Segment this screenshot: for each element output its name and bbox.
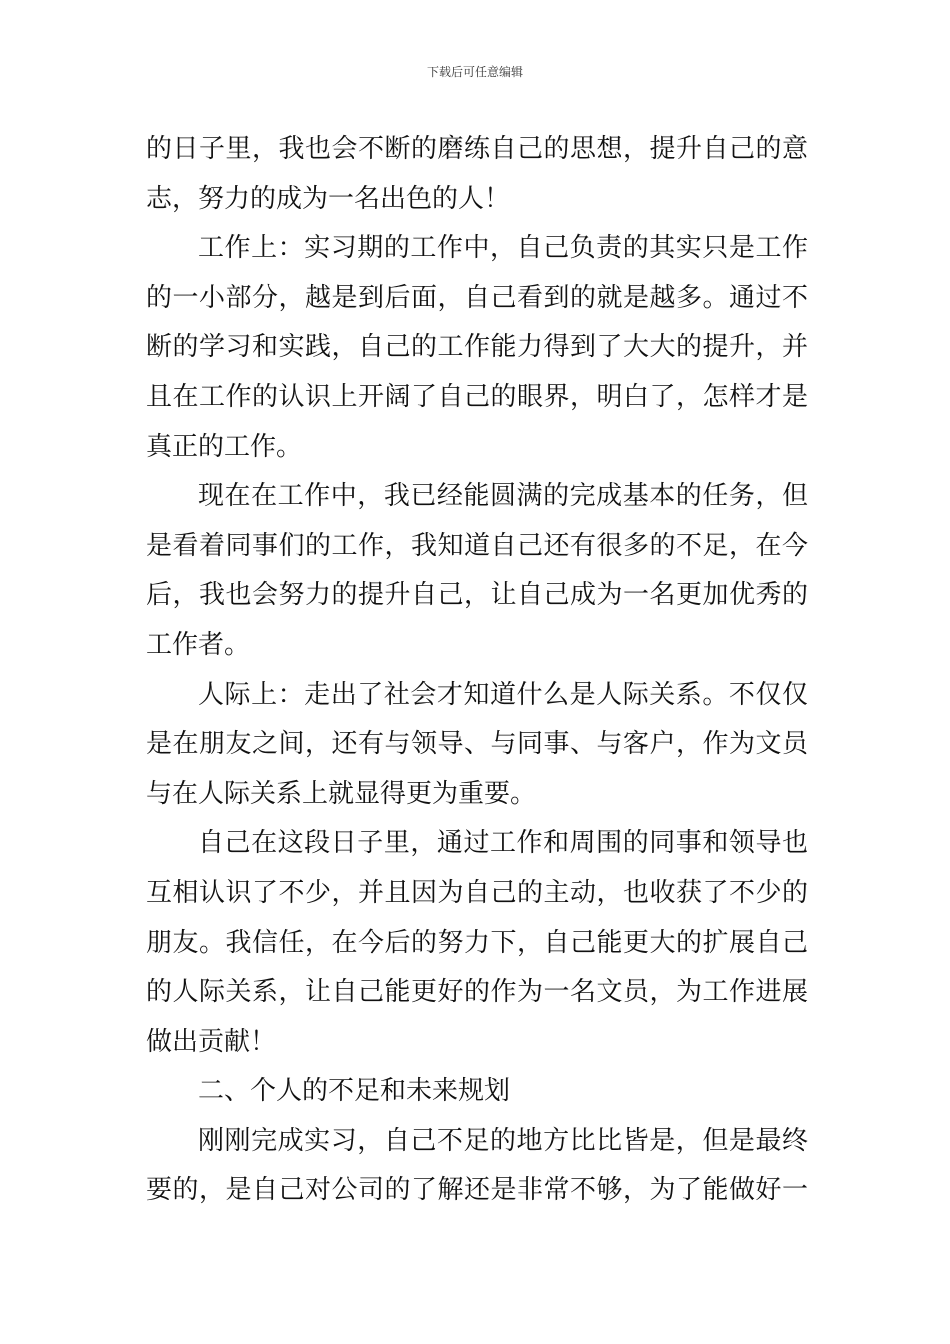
- text-line: 的一小部分，越是到后面，自己看到的就是越多。通过不: [146, 282, 808, 313]
- text-line: 是看着同事们的工作，我知道自己还有很多的不足，在今: [146, 530, 808, 561]
- text-line: 的人际关系，让自己能更好的作为一名文员，为工作进展: [146, 977, 808, 1008]
- document-body: [146, 125, 808, 1216]
- text-line: 且在工作的认识上开阔了自己的眼界，明白了，怎样才是: [146, 381, 808, 412]
- text-line: 互相认识了不少，并且因为自己的主动，也收获了不少的: [146, 877, 808, 908]
- text-line: 要的，是自己对公司的了解还是非常不够，为了能做好一: [146, 1175, 808, 1206]
- text-line: 工作者。: [146, 629, 251, 660]
- text-line: 与在人际关系上就显得更为重要。: [146, 778, 537, 809]
- text-line: 志，努力的成为一名出色的人！: [146, 183, 511, 214]
- text-line: 人际上：走出了社会才知道什么是人际关系。不仅仅: [198, 679, 808, 710]
- text-line: 工作上：实习期的工作中，自己负责的其实只是工作: [198, 233, 808, 264]
- text-line: 断的学习和实践，自己的工作能力得到了大大的提升，并: [146, 332, 808, 363]
- text-line: 二、个人的不足和未来规划: [198, 1076, 511, 1107]
- text-line: 刚刚完成实习，自己不足的地方比比皆是，但是最终: [198, 1125, 808, 1156]
- text-line: 的日子里，我也会不断的磨练自己的思想，提升自己的意: [146, 134, 808, 164]
- text-line: 自己在这段日子里，通过工作和周围的同事和领导也: [198, 828, 808, 859]
- text-line: 现在在工作中，我已经能圆满的完成基本的任务，但: [198, 481, 808, 512]
- text-line: 真正的工作。: [146, 431, 303, 462]
- text-line: 朋友。我信任，在今后的努力下，自己能更大的扩展自己: [146, 927, 808, 958]
- text-line: 做出贡献！: [146, 1026, 277, 1057]
- page-header: 下载后可任意编辑: [426, 65, 523, 79]
- text-line: 是在朋友之间，还有与领导、与同事、与客户，作为文员: [146, 729, 808, 760]
- text-line: 后，我也会努力的提升自己，让自己成为一名更加优秀的: [146, 580, 808, 611]
